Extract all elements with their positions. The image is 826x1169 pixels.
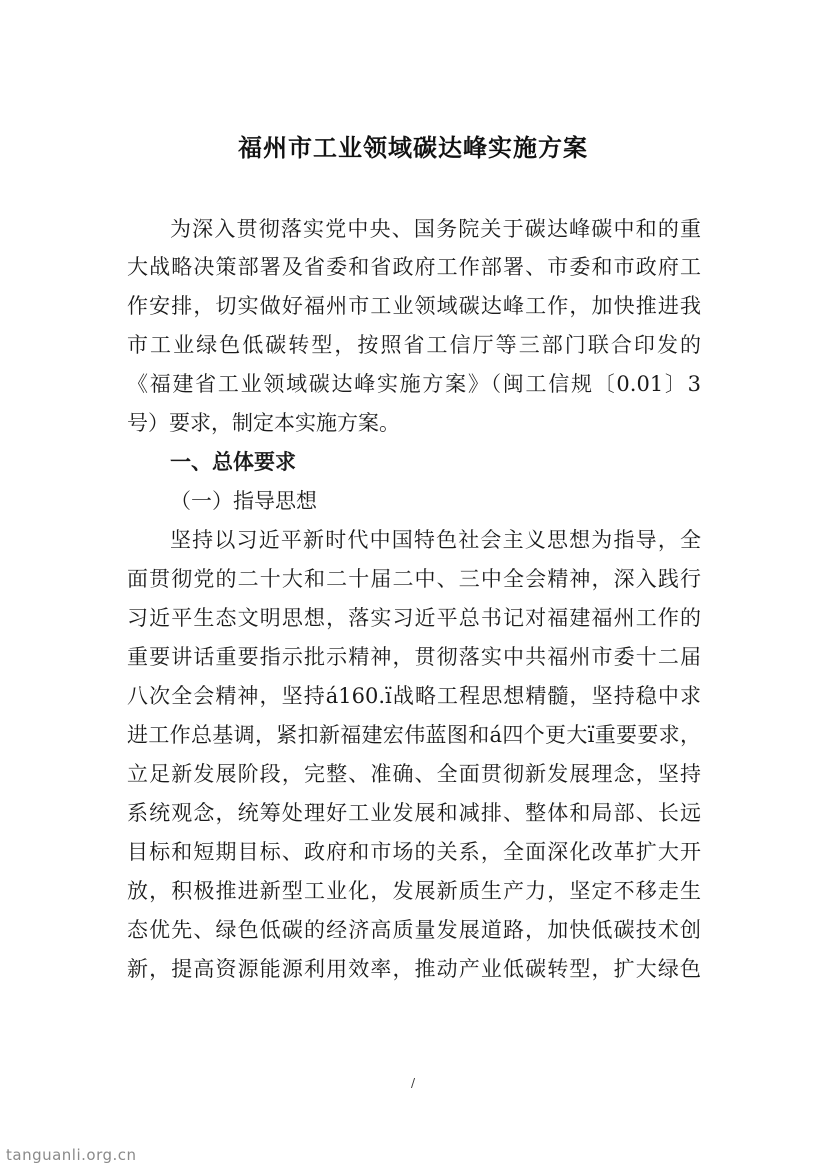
intro-line-4: 市工业绿色低碳转型，按照省工信厅等三部门联合印发的 [127, 333, 701, 357]
guiding-line-8: 系统观念，统筹处理好工业发展和减排、整体和局部、长远 [127, 801, 701, 825]
guiding-line-5: 八次全会精神，坚持á160.ï战略工程思想精髓，坚持稳中求 [127, 684, 701, 708]
guiding-line-3: 习近平生态文明思想，落实习近平总书记对福建福州工作的 [127, 606, 701, 630]
watermark: tanguanli.org.cn [6, 1146, 137, 1164]
intro-line-6: 号）要求，制定本实施方案。 [127, 411, 400, 435]
subsection-heading-guiding-thought: （一）指导思想 [170, 489, 317, 513]
section-heading-overall-requirements: 一、总体要求 [170, 450, 296, 474]
guiding-line-4: 重要讲话重要指示批示精神，贯彻落实中共福州市委十二届 [127, 645, 701, 669]
guiding-line-1: 坚持以习近平新时代中国特色社会主义思想为指导，全 [170, 528, 701, 552]
intro-line-3: 作安排，切实做好福州市工业领域碳达峰工作，加快推进我 [127, 294, 701, 318]
guiding-line-10: 放，积极推进新型工业化，发展新质生产力，坚定不移走生 [127, 879, 701, 903]
guiding-line-11: 态优先、绿色低碳的经济高质量发展道路，加快低碳技术创 [127, 918, 701, 942]
intro-line-5: 《福建省工业领域碳达峰实施方案》（闽工信规〔0.01〕3 [127, 372, 701, 396]
page-number: / [410, 1076, 416, 1090]
guiding-line-7: 立足新发展阶段，完整、准确、全面贯彻新发展理念，坚持 [127, 762, 701, 786]
guiding-line-12: 新，提高资源能源利用效率，推动产业低碳转型，扩大绿色 [127, 957, 701, 981]
guiding-line-2: 面贯彻党的二十大和二十届二中、三中全会精神，深入践行 [127, 567, 701, 591]
document-title: 福州市工业领域碳达峰实施方案 [238, 134, 588, 162]
guiding-line-9: 目标和短期目标、政府和市场的关系，全面深化改革扩大开 [127, 840, 701, 864]
guiding-line-6: 进工作总基调，紧扣新福建宏伟蓝图和á四个更大ï重要要求， [127, 723, 701, 747]
intro-line-2: 大战略决策部署及省委和省政府工作部署、市委和市政府工 [127, 255, 701, 279]
intro-line-1: 为深入贯彻落实党中央、国务院关于碳达峰碳中和的重 [170, 217, 701, 241]
